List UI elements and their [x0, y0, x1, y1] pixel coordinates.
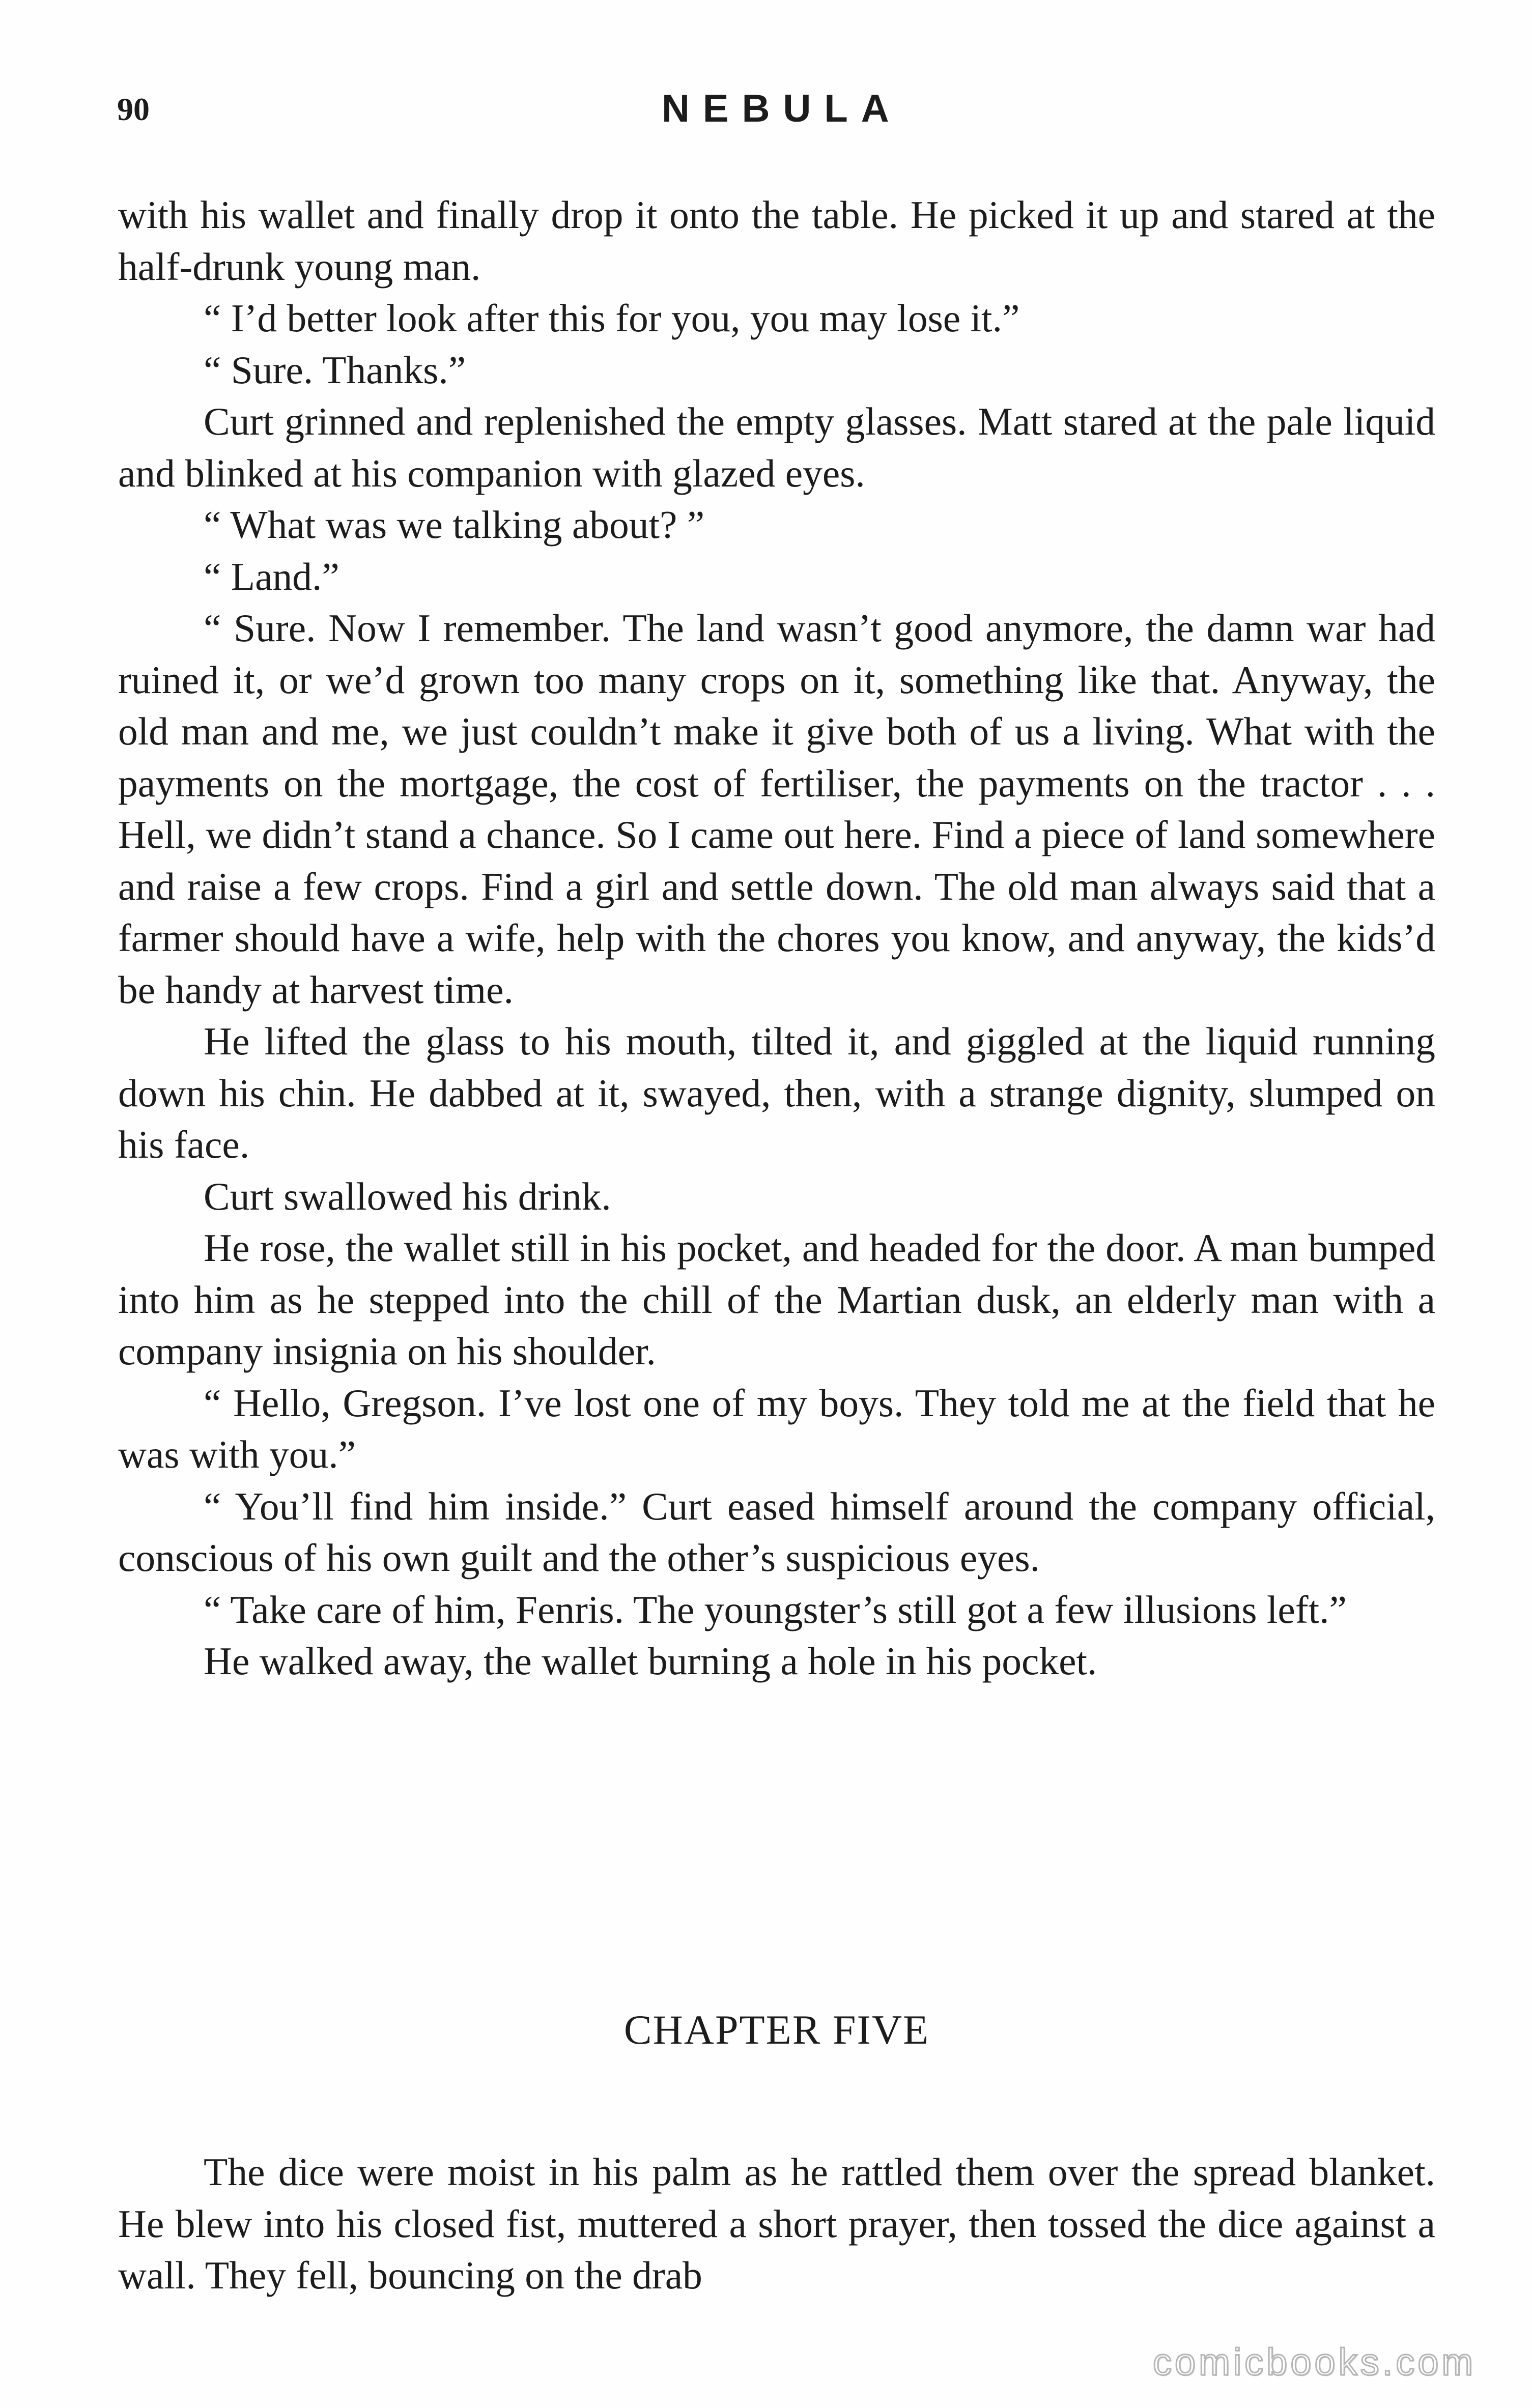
paragraph: “ Take care of him, Fenris. The youngster’s still got a few illusions left.” — [204, 1587, 1347, 1631]
paragraph: He walked away, the wallet burning a hole in his pocket. — [204, 1639, 1097, 1683]
paragraph: “ You’ll find him inside.” Curt eased himself around the company official, conscious of his own guilt and the other’s suspicious eyes. — [118, 1484, 1435, 1580]
body-text — [118, 189, 1435, 1687]
paragraph: “ Sure. Thanks.” — [204, 348, 466, 392]
page-number: 90 — [117, 91, 150, 127]
paragraph: “ Hello, Gregson. I’ve lost one of my boys. They told me at the field that he was with you.” — [118, 1381, 1435, 1476]
paragraph: He rose, the wallet still in his pocket, and headed for the door. A man bumped into him as he stepped into the chill of the Martian dusk, an elderly man with a company insignia on his shoulder. — [118, 1226, 1435, 1373]
paragraph: “ What was we talking about? ” — [204, 503, 705, 547]
paragraph: He lifted the glass to his mouth, tilted it, and giggled at the liquid running down his chin. He dabbed at it, swayed, then, with a strange dignity, slumped on his face. — [118, 1019, 1435, 1166]
chapter-text — [118, 2146, 1435, 2302]
paragraph: “ Sure. Now I remember. The land wasn’t good anymore, the damn war had ruined it, or we’d grown too many crops on it, something like that. Anyway, the old man and me, we just couldn’t make it give both of us a living. What with the payments on the mortgage, the cost of fertiliser, the payments on the tractor . . . Hell, we didn’t stand a chance. So I came out here. Find a piece of land somewhere and raise a few crops. Find a girl and settle down. The old man always said that a farmer should have a wife, help with the chores you know, and anyway, the kids’d be handy at harvest time. — [118, 606, 1435, 1012]
page-header — [117, 81, 1451, 142]
paragraph: Curt swallowed his drink. — [204, 1174, 611, 1218]
paragraph: “ Land.” — [204, 554, 339, 598]
paragraph: The dice were moist in his palm as he rattled them over the spread blanket. He blew into his closed fist, muttered a short prayer, then tossed the dice against a wall. They fell, bouncing on the drab — [118, 2150, 1435, 2297]
paragraph: with his wallet and finally drop it onto the table. He picked it up and stared at the half-drunk young man. — [118, 193, 1435, 289]
paragraph: “ I’d better look after this for you, you may lose it.” — [204, 296, 1020, 340]
chapter-heading: CHAPTER FIVE — [623, 2006, 930, 2053]
paragraph: Curt grinned and replenished the empty glasses. Matt stared at the pale liquid and blinked at his companion with glazed eyes. — [118, 399, 1435, 495]
running-title: NEBULA — [662, 87, 902, 130]
watermark-logo: comicbooks.com — [1152, 2341, 1476, 2383]
